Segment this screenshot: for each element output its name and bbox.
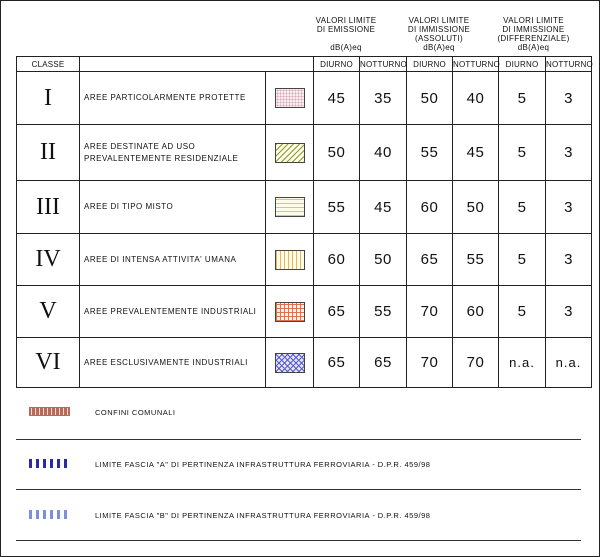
value-differenziale-notturno: 3 <box>546 234 592 286</box>
class-roman: VI <box>17 338 80 388</box>
value-assoluti-notturno: 45 <box>453 125 499 181</box>
class-row <box>17 286 592 338</box>
pattern-cell <box>266 181 314 234</box>
class-row <box>17 72 592 125</box>
confini-comunali-symbol <box>29 407 70 416</box>
value-differenziale-notturno: n.a. <box>546 338 592 388</box>
class-roman: I <box>17 72 80 125</box>
value-emissione-diurno: 50 <box>314 125 360 181</box>
value-assoluti-notturno: 40 <box>453 72 499 125</box>
col-classe: CLASSE <box>17 57 80 72</box>
class-description: AREE ESCLUSIVAMENTE INDUSTRIALI <box>80 338 266 388</box>
value-differenziale-diurno: n.a. <box>499 338 546 388</box>
value-assoluti-notturno: 70 <box>453 338 499 388</box>
zoning-table <box>16 56 592 388</box>
value-emissione-notturno: 40 <box>360 125 407 181</box>
value-assoluti-notturno: 55 <box>453 234 499 286</box>
value-assoluti-diurno: 65 <box>407 234 453 286</box>
value-differenziale-diurno: 5 <box>499 286 546 338</box>
value-assoluti-diurno: 60 <box>407 181 453 234</box>
col-ab-diurno: DIURNO <box>407 57 453 72</box>
class-roman: V <box>17 286 80 338</box>
value-differenziale-diurno: 5 <box>499 234 546 286</box>
pattern-swatch-vertical <box>275 250 305 270</box>
pattern-cell <box>266 125 314 181</box>
value-assoluti-notturno: 60 <box>453 286 499 338</box>
value-assoluti-diurno: 55 <box>407 125 453 181</box>
value-emissione-notturno: 45 <box>360 181 407 234</box>
value-emissione-diurno: 55 <box>314 181 360 234</box>
class-row <box>17 234 592 286</box>
class-roman: III <box>17 181 80 234</box>
fascia-b-symbol <box>29 510 70 519</box>
value-differenziale-notturno: 3 <box>546 286 592 338</box>
fascia-a-label: LIMITE FASCIA "A" DI PERTINENZA INFRASTRUTTURA FERROVIARIA - D.P.R. 459/98 <box>95 460 431 469</box>
fascia-b-label: LIMITE FASCIA "B" DI PERTINENZA INFRASTRUTTURA FERROVIARIA - D.P.R. 459/98 <box>95 511 431 520</box>
pattern-swatch-grid <box>275 302 305 322</box>
legend-divider-2 <box>16 489 581 490</box>
pattern-swatch-crosshatch <box>275 353 305 373</box>
col-ab-notturno: NOTTURNO <box>453 57 499 72</box>
pattern-cell <box>266 72 314 125</box>
col-df-diurno: DIURNO <box>499 57 546 72</box>
pattern-swatch-diagonal <box>275 143 305 163</box>
class-description: AREE PREVALENTEMENTE INDUSTRIALI <box>80 286 266 338</box>
value-emissione-notturno: 55 <box>360 286 407 338</box>
value-emissione-diurno: 65 <box>314 286 360 338</box>
legend-divider-1 <box>16 439 581 440</box>
class-description: AREE DI INTENSA ATTIVITA' UMANA <box>80 234 266 286</box>
value-differenziale-diurno: 5 <box>499 125 546 181</box>
pattern-swatch-horizontal <box>275 197 305 217</box>
value-emissione-diurno: 45 <box>314 72 360 125</box>
header-differenziale-unit: dB(A)eq <box>517 43 550 52</box>
value-assoluti-diurno: 50 <box>407 72 453 125</box>
confini-comunali-label: CONFINI COMUNALI <box>95 408 176 417</box>
class-description: AREE DESTINATE AD USO PREVALENTEMENTE RESIDENZIALE <box>80 125 266 181</box>
class-roman: IV <box>17 234 80 286</box>
class-row <box>17 338 592 388</box>
value-emissione-diurno: 60 <box>314 234 360 286</box>
value-assoluti-diurno: 70 <box>407 338 453 388</box>
value-emissione-notturno: 35 <box>360 72 407 125</box>
header-emissione-unit: dB(A)eq <box>330 43 362 52</box>
class-row <box>17 181 592 234</box>
value-assoluti-notturno: 50 <box>453 181 499 234</box>
col-em-diurno: DIURNO <box>314 57 360 72</box>
value-differenziale-diurno: 5 <box>499 181 546 234</box>
pattern-cell <box>266 286 314 338</box>
value-emissione-notturno: 50 <box>360 234 407 286</box>
value-emissione-notturno: 65 <box>360 338 407 388</box>
value-emissione-diurno: 65 <box>314 338 360 388</box>
header-assoluti-unit: dB(A)eq <box>423 43 455 52</box>
class-row <box>17 125 592 181</box>
column-header-row <box>17 57 592 72</box>
value-differenziale-notturno: 3 <box>546 181 592 234</box>
value-differenziale-notturno: 3 <box>546 72 592 125</box>
fascia-a-symbol <box>29 459 70 468</box>
pattern-cell <box>266 338 314 388</box>
pattern-swatch-dots <box>275 88 305 108</box>
header-immissione-differenziale: VALORI LIMITE DI IMMISSIONE (DIFFERENZIALE) dB(A)eq <box>486 16 581 52</box>
class-description: AREE PARTICOLARMENTE PROTETTE <box>80 72 266 125</box>
legend-divider-3 <box>16 540 581 541</box>
class-roman: II <box>17 125 80 181</box>
pattern-cell <box>266 234 314 286</box>
value-assoluti-diurno: 70 <box>407 286 453 338</box>
value-differenziale-diurno: 5 <box>499 72 546 125</box>
header-immissione-assoluti: VALORI LIMITE DI IMMISSIONE (ASSOLUTI) dB(A)eq <box>393 16 485 52</box>
col-em-notturno: NOTTURNO <box>360 57 407 72</box>
header-emissione: VALORI LIMITE DI EMISSIONE dB(A)eq <box>300 16 392 52</box>
value-differenziale-notturno: 3 <box>546 125 592 181</box>
class-description: AREE DI TIPO MISTO <box>80 181 266 234</box>
col-description <box>80 57 314 72</box>
col-df-notturno: NOTTURNO <box>546 57 592 72</box>
